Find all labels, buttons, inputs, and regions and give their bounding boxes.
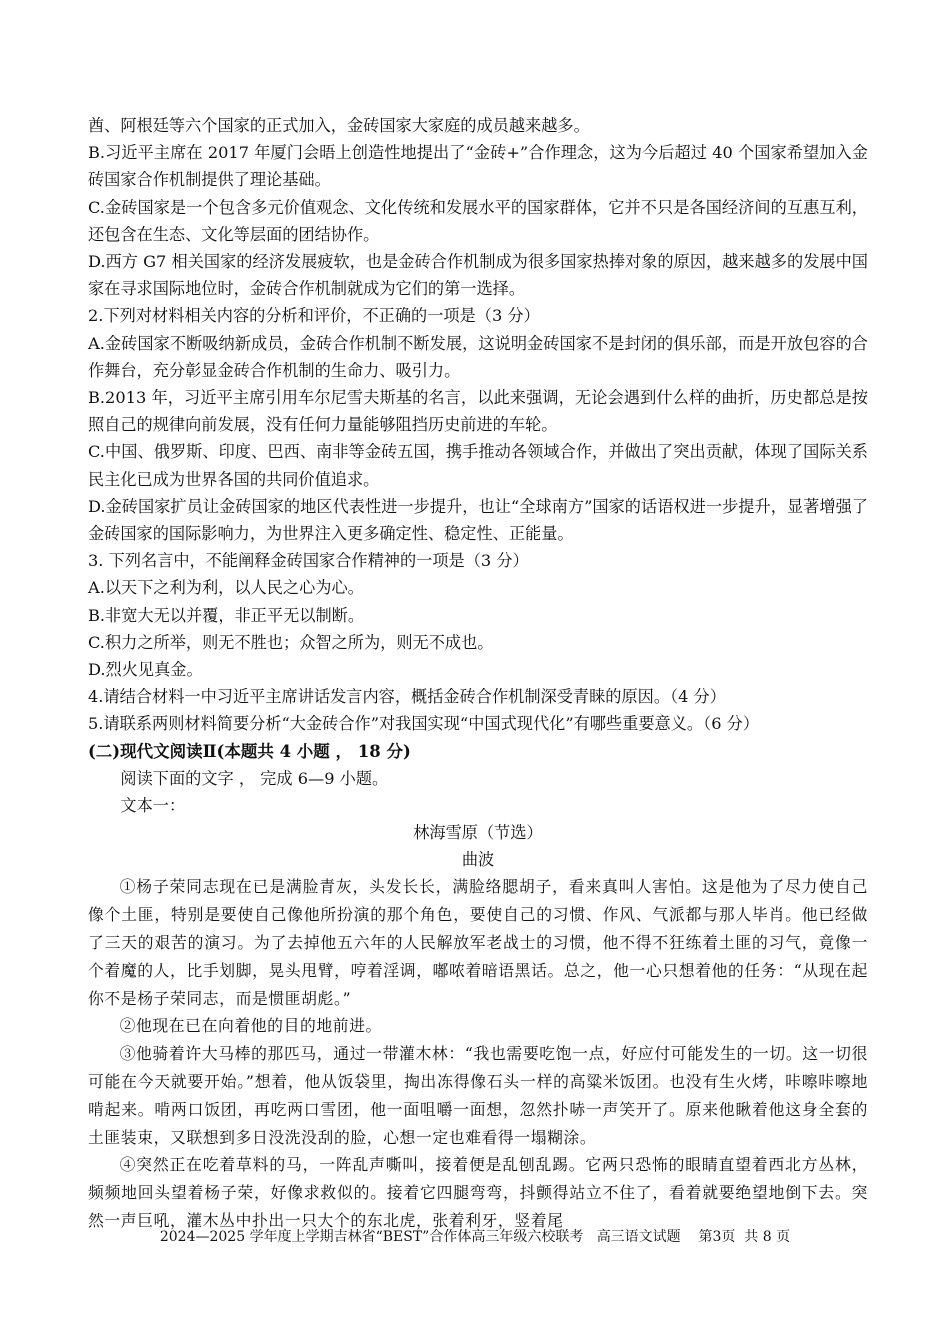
text-line: C.金砖国家是一个包含多元价值观念、文化传统和发展水平的国家群体，它并不只是各国经济间的互惠互利，还包含在生态、文化等层面的团结协作。 xyxy=(88,197,868,244)
question-options-block xyxy=(88,112,868,738)
page-footer xyxy=(0,1226,950,1246)
text-line: D.金砖国家扩员让金砖国家的地区代表性进一步提升，也让“全球南方”国家的话语权进一步提升，显著增强了金砖国家的国际影响力，为世界注入更多确定性、稳定性、正能量。 xyxy=(88,496,868,544)
text-line: D.烈火见真金。 xyxy=(88,660,203,680)
question-stem: 2.下列对材料相关内容的分析和评价，不正确的一项是（3 分） xyxy=(88,306,540,326)
text-line: B.习近平主席在 2017 年厦门会晤上创造性地提出了“金砖+”合作理念，这为今后超过 40 个国家希望加入金砖国家合作机制提供了理论基础。 xyxy=(88,143,868,190)
text-line: B.2013 年，习近平主席引用车尔尼雪夫斯基的名言，以此来强调，无论会遇到什么样的曲折，历史都总是按照自己的规律向前发展，没有任何力量能够阻挡历史前进的车轮。 xyxy=(88,388,868,435)
text-line: C.积力之所举，则无不胜也；众智之所为，则无不成也。 xyxy=(88,632,494,652)
passage-author: 曲波 xyxy=(461,850,495,870)
passage-title: 林海雪原（节选） xyxy=(413,823,543,843)
text-line: B.非宽大无以并覆，非正平无以制断。 xyxy=(88,605,365,625)
text-label: 文本一： xyxy=(120,795,186,815)
question-stem: 3. 下列名言中，不能阐释金砖国家合作精神的一项是（3 分） xyxy=(88,551,529,571)
section-title: (二)现代文阅读Ⅱ(本题共 4 小题 ， 18 分) xyxy=(88,741,411,761)
passage-body xyxy=(88,873,868,1234)
footer-exam: 2024—2025 学年度上学期吉林省“BEST”合作体高三年级六校联考 xyxy=(159,1229,584,1245)
passage-paragraph: ④突然正在吃着草料的马，一阵乱声嘶叫，接着便是乱刨乱踢。它两只恐怖的眼睛直望着西北方丛林，频频地回头望着杨子荣，好像求救似的。接着它四腿弯弯，抖颤得站立不住了，看着就要绝望地倒下去。突然一声巨吼，灌木丛中扑出一只大个的东北虎，张着利牙，竖着尾 xyxy=(88,1155,868,1231)
section-two xyxy=(88,738,868,874)
text-line: C.中国、俄罗斯、印度、巴西、南非等金砖五国，携手推动各领域合作，并做出了突出贡献，体现了国际关系民主化已成为世界各国的共同价值追求。 xyxy=(88,442,868,489)
footer-subject: 高三语文试题 xyxy=(596,1229,681,1245)
question-stem: 4.请结合材料一中习近平主席讲话发言内容，概括金砖合作机制深受青睐的原因。（4 分） xyxy=(88,687,726,707)
text-line: D.西方 G7 相关国家的经济发展疲软，也是金砖合作机制成为很多国家热捧对象的原因，越来越多的发展中国家在寻求国际地位时，金砖合作机制就成为它们的第一选择。 xyxy=(88,252,868,299)
text-line: 酋、阿根廷等六个国家的正式加入，金砖国家大家庭的成员越来越多。 xyxy=(88,116,590,135)
text-line: A.金砖国家不断吸纳新成员，金砖合作机制不断发展，这说明金砖国家不是封闭的俱乐部，而是开放包容的合作舞台，充分彰显金砖合作机制的生命力、吸引力。 xyxy=(88,333,868,380)
passage-paragraph: ②他现在已在向着他的目的地前进。 xyxy=(119,1016,382,1036)
passage-paragraph: ③他骑着许大马棒的那匹马，通过一带灌木林：“我也需要吃饱一点，好应付可能发生的一切。这一切很可能在今天就要开始。”想着，他从饭袋里，掏出冻得像石头一样的高粱米饭团。也没有生火烤，咔嚓咔嚓地啃起来。啃两口饭团，再吃两口雪团，他一面咀嚼一面想，忽然扑哧一声笑开了。原来他瞅着他这身全套的土匪装束，又联想到多日没洗没刮的脸，心想一定也难看得一塌糊涂。 xyxy=(88,1044,868,1147)
section-instruction: 阅读下面的文字 ， 完成 6—9 小题。 xyxy=(120,768,389,788)
text-line: A.以天下之利为利，以人民之心为心。 xyxy=(88,578,364,598)
footer-page-number: 第3页 共 8 页 xyxy=(698,1229,791,1245)
question-stem: 5.请联系两则材料简要分析“大金砖合作”对我国实现“中国式现代化”有哪些重要意义。（6 分） xyxy=(88,714,760,734)
passage-paragraph: ①杨子荣同志现在已是满脸青灰，头发长长，满脸络腮胡子，看来真叫人害怕。这是他为了尽力使自己像个土匪，特别是要使自己像他所扮演的那个角色，要使自己的习惯、作风、气派都与那人毕肖。他已经做了三天的艰苦的演习。为了去掉他五六年的人民解放军老战士的习惯，他不得不狂练着土匪的习气，竟像一个着魔的人，比手划脚，晃头甩臂，哼着淫调，嘟哝着暗语黑话。总之，他一心只想着他的任务：“从现在起你不是杨子荣同志，而是惯匪胡彪。” xyxy=(88,877,868,1008)
